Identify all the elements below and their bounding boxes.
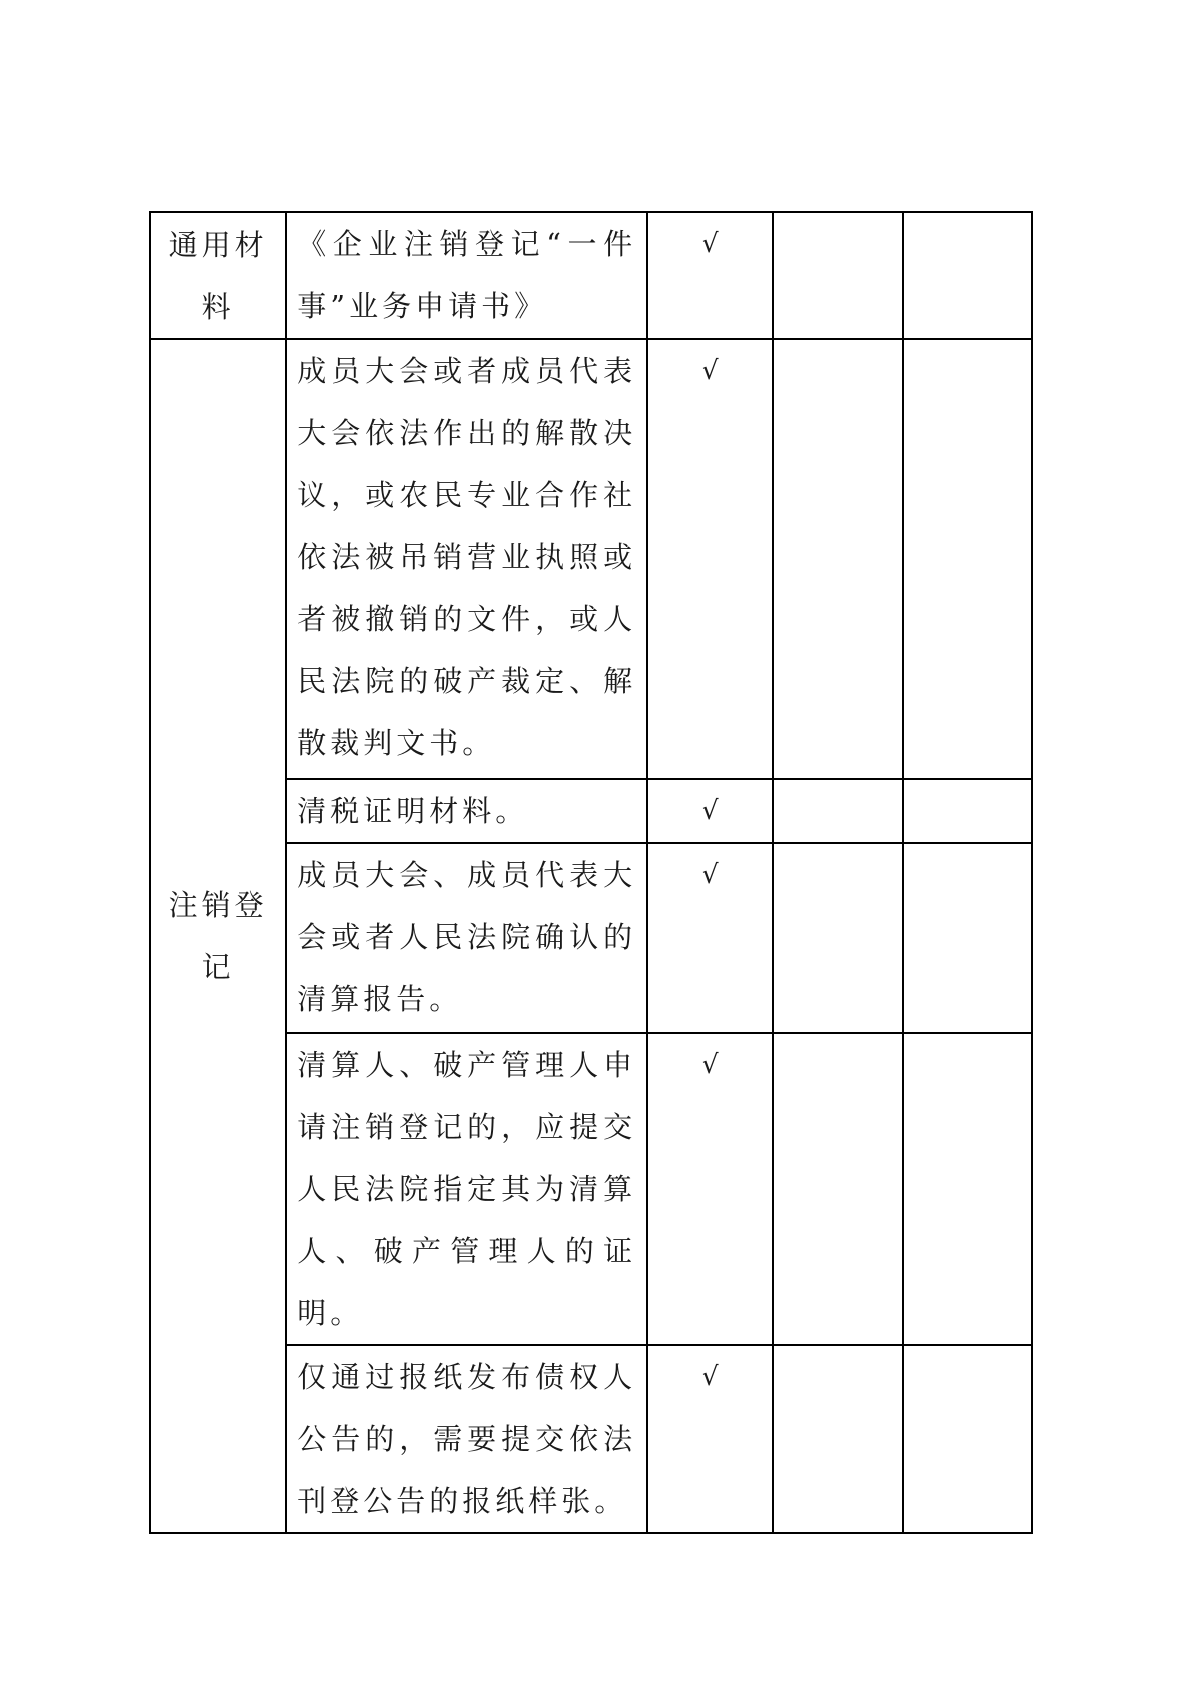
check-mark: √ [647, 212, 773, 339]
check-mark: √ [647, 1033, 773, 1345]
check-mark: √ [647, 843, 773, 1033]
empty-cell [773, 843, 902, 1033]
empty-cell [903, 1345, 1032, 1533]
empty-cell [903, 212, 1032, 339]
table-row [150, 339, 1032, 779]
check-mark: √ [647, 779, 773, 843]
item-cell: 成员大会、成员代表大会或者人民法院确认的清算报告。 [286, 843, 647, 1033]
empty-cell [773, 339, 902, 779]
empty-cell [903, 339, 1032, 779]
item-cell: 清算人、破产管理人申请注销登记的，应提交人民法院指定其为清算人、破产管理人的证明。 [286, 1033, 647, 1345]
table-row [150, 212, 1032, 339]
empty-cell [903, 1033, 1032, 1345]
empty-cell [773, 779, 902, 843]
category-cell-deregistration: 注销登记 [150, 339, 286, 1533]
check-mark: √ [647, 339, 773, 779]
empty-cell [773, 1345, 902, 1533]
empty-cell [773, 212, 902, 339]
empty-cell [903, 843, 1032, 1033]
item-cell: 《企业注销登记“一件事”业务申请书》 [286, 212, 647, 339]
check-mark: √ [647, 1345, 773, 1533]
empty-cell [903, 779, 1032, 843]
item-cell: 成员大会或者成员代表大会依法作出的解散决议，或农民专业合作社依法被吊销营业执照或者被撤销的文件，或人民法院的破产裁定、解散裁判文书。 [286, 339, 647, 779]
empty-cell [773, 1033, 902, 1345]
materials-table [149, 211, 1033, 1534]
category-cell-general: 通用材料 [150, 212, 286, 339]
item-cell: 仅通过报纸发布债权人公告的，需要提交依法刊登公告的报纸样张。 [286, 1345, 647, 1533]
item-cell: 清税证明材料。 [286, 779, 647, 843]
